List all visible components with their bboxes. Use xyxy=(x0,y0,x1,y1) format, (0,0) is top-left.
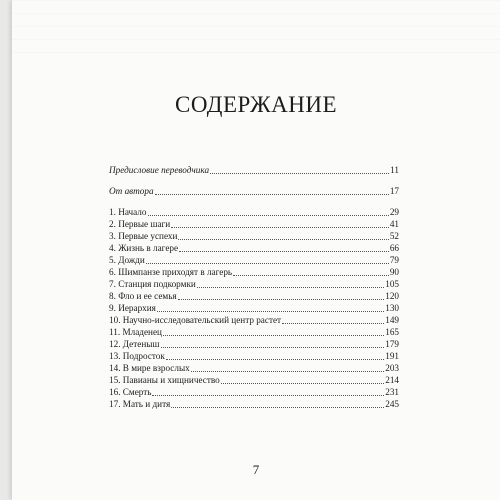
toc-entry-label: Предисловие переводчика xyxy=(109,165,210,175)
toc-entry-page: 52 xyxy=(389,231,399,241)
toc-entry-label: 9. Иерархия xyxy=(109,303,156,313)
toc-entry-page: 90 xyxy=(389,267,399,277)
leader-dots xyxy=(152,395,384,396)
toc-entry-label: 15. Павианы и хищничество xyxy=(109,375,220,385)
leader-dots xyxy=(233,275,389,276)
toc-entry-chapter-12[interactable] xyxy=(109,338,399,350)
leader-dots xyxy=(178,299,385,300)
toc-entry-translator-preface[interactable] xyxy=(109,164,399,176)
toc-entry-page: 66 xyxy=(389,243,399,253)
leader-dots xyxy=(282,323,384,324)
toc-entry-chapter-8[interactable] xyxy=(109,290,399,302)
toc-entry-page: 203 xyxy=(385,363,399,373)
leader-dots xyxy=(163,335,384,336)
leader-dots xyxy=(146,263,389,264)
toc-entry-chapter-14[interactable] xyxy=(109,362,399,374)
leader-dots xyxy=(155,194,389,195)
toc-entry-label: 4. Жизнь в лагере xyxy=(109,243,179,253)
toc-entry-label: 8. Фло и ее семья xyxy=(109,291,177,301)
toc-entry-label: 17. Мать и дитя xyxy=(109,399,171,409)
toc-entry-chapter-16[interactable] xyxy=(109,386,399,398)
leader-dots xyxy=(178,239,388,240)
toc-entry-chapter-9[interactable] xyxy=(109,302,399,314)
toc-entry-chapter-4[interactable] xyxy=(109,242,399,254)
toc-entry-page: 17 xyxy=(389,186,399,196)
leader-dots xyxy=(171,407,384,408)
toc-entry-page: 120 xyxy=(385,291,399,301)
show-through-text xyxy=(12,0,500,60)
toc-entry-page: 41 xyxy=(389,219,399,229)
leader-dots xyxy=(179,251,389,252)
toc-entry-chapter-13[interactable] xyxy=(109,350,399,362)
toc-entry-page: 165 xyxy=(385,327,399,337)
toc-entry-label: 3. Первые успехи xyxy=(109,231,178,241)
toc-entry-label: 6. Шимпанзе приходят в лагерь xyxy=(109,267,233,277)
toc-entry-label: От автора xyxy=(109,186,154,196)
toc-entry-chapter-6[interactable] xyxy=(109,266,399,278)
toc-entry-chapter-1[interactable] xyxy=(109,206,399,218)
toc-entry-page: 105 xyxy=(385,279,399,289)
toc-entry-page: 214 xyxy=(385,375,399,385)
toc-entry-label: 13. Подросток xyxy=(109,351,165,361)
leader-dots xyxy=(197,287,384,288)
toc-entry-page: 11 xyxy=(390,165,399,175)
toc-entry-label: 16. Смерть xyxy=(109,387,152,397)
leader-dots xyxy=(210,173,389,174)
toc-entry-chapter-15[interactable] xyxy=(109,374,399,386)
leader-dots xyxy=(157,311,384,312)
toc-entry-page: 29 xyxy=(389,207,399,217)
toc-entry-chapter-7[interactable] xyxy=(109,278,399,290)
page-title: СОДЕРЖАНИЕ xyxy=(174,92,337,117)
toc-entry-chapter-17[interactable] xyxy=(109,398,399,410)
toc-entry-label: 11. Младенец xyxy=(109,327,162,337)
book-page xyxy=(12,0,500,500)
leader-dots xyxy=(221,383,384,384)
toc-entry-chapter-5[interactable] xyxy=(109,254,399,266)
toc-entry-chapter-10[interactable] xyxy=(109,314,399,326)
leader-dots xyxy=(148,215,389,216)
table-of-contents xyxy=(109,164,399,410)
toc-entry-page: 179 xyxy=(385,339,399,349)
toc-entry-chapter-3[interactable] xyxy=(109,230,399,242)
leader-dots xyxy=(191,371,385,372)
toc-entry-label: 5. Дожди xyxy=(109,255,145,265)
toc-entry-label: 14. В мире взрослых xyxy=(109,363,190,373)
toc-entry-page: 79 xyxy=(389,255,399,265)
page-number: 7 xyxy=(252,462,260,477)
toc-entry-label: 2. Первые шаги xyxy=(109,219,171,229)
toc-entry-page: 231 xyxy=(385,387,399,397)
toc-entry-label: 1. Начало xyxy=(109,207,147,217)
toc-entry-page: 245 xyxy=(385,399,399,409)
toc-entry-page: 149 xyxy=(385,315,399,325)
toc-entry-label: 7. Станция подкормки xyxy=(109,279,196,289)
toc-entry-chapter-11[interactable] xyxy=(109,326,399,338)
toc-entry-label: 10. Научно-исследовательский центр растет xyxy=(109,315,282,325)
toc-entry-label: 12. Детеныш xyxy=(109,339,160,349)
toc-entry-author-note[interactable] xyxy=(109,185,399,197)
leader-dots xyxy=(166,359,384,360)
toc-entry-page: 191 xyxy=(385,351,399,361)
toc-entry-page: 130 xyxy=(385,303,399,313)
toc-entry-chapter-2[interactable] xyxy=(109,218,399,230)
leader-dots xyxy=(171,227,389,228)
leader-dots xyxy=(161,347,385,348)
